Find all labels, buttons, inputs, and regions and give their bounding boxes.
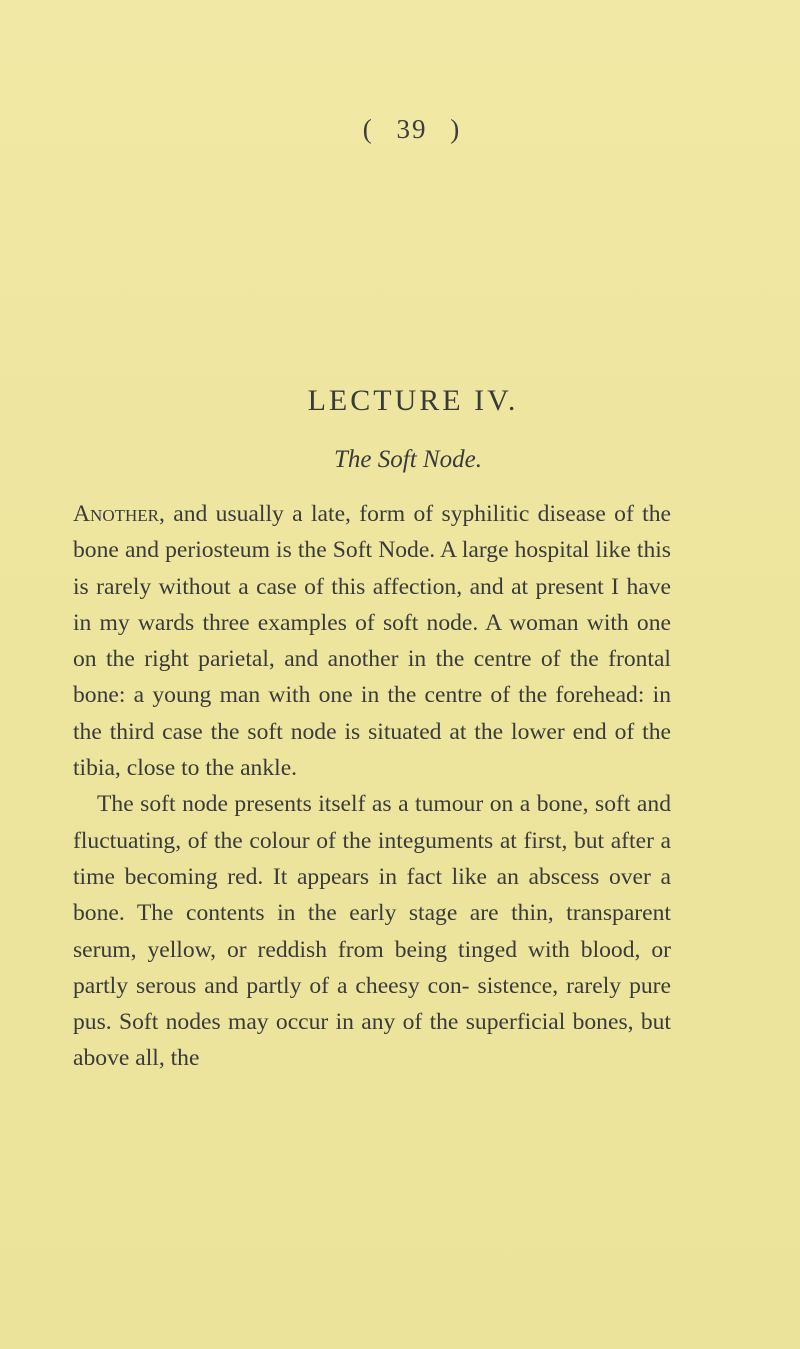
paragraph-1 [73,496,671,786]
page-number: ( 39 ) [362,114,462,144]
paragraph-lead-word: Another, [73,501,165,527]
body-text [73,496,671,1077]
lecture-title: LECTURE IV. [307,384,519,417]
paragraph-1-text: and usually a late, form of syphilitic disease of the bone and periosteum is the Soft Node. A large hospital like this is rarely without a case of this affection, and at present I have in my wards three examples of soft node. A woman with one on the right parietal, and another in the centre of the frontal bone: a young man with one in the centre of the forehead: in the third case the soft node is situated at the lower end of the tibia, close to the ankle. [73,501,671,782]
paragraph-2 [73,786,671,1076]
section-title: The Soft Node. [334,446,482,473]
paragraph-2-text: The soft node presents itself as a tumour on a bone, soft and fluctuating, of the colour of the integuments at first, but after a time becoming red. It appears in fact like an abscess over a bone. The contents in the early stage are thin, transparent serum, yellow, or reddish from being tinged with blood, or partly serous and partly of a cheesy con- sistence, rarely pure pus. Soft nodes may occur in any of the superficial bones, but above all, the [73,791,671,1072]
